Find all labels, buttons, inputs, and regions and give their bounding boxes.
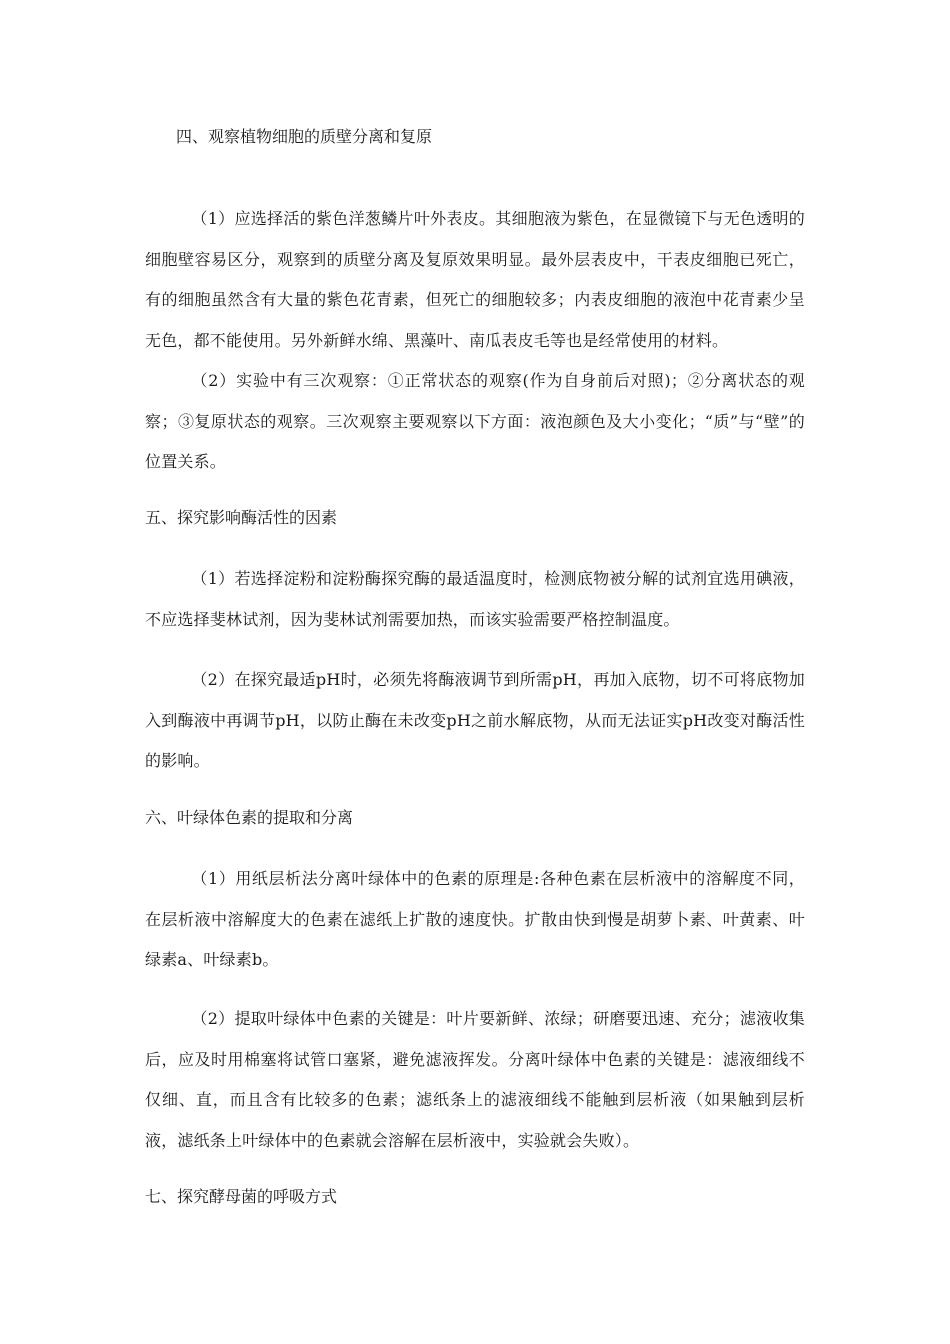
- section-heading-4: 四、观察植物细胞的质壁分离和复原: [176, 127, 433, 146]
- section-heading-5: 五、探究影响酶活性的因素: [145, 508, 338, 527]
- section-heading-6: 六、叶绿体色素的提取和分离: [145, 808, 354, 827]
- section-6-paragraph-2: （2）提取叶绿体中色素的关键是：叶片要新鲜、浓绿；研磨要迅速、充分；滤液收集后，应及时用棉塞将试管口塞紧，避免滤液挥发。分离叶绿体中色素的关键是：滤液细线不仅细、直，而且含有比较多的色素；滤纸条上的滤液细线不能触到层析液（如果触到层析液，滤纸条上叶绿体中的色素就会溶解在层析液中，实验就会失败）。: [145, 1009, 805, 1150]
- section-4-paragraph-1: （1）应选择活的紫色洋葱鳞片叶外表皮。其细胞液为紫色，在显微镜下与无色透明的细胞壁容易区分，观察到的质壁分离及复原效果明显。最外层表皮中，干表皮细胞已死亡，有的细胞虽然含有大量的紫色花青素，但死亡的细胞较多；内表皮细胞的液泡中花青素少呈无色，都不能使用。另外新鲜水绵、黑藻叶、南瓜表皮毛等也是经常使用的材料。: [145, 209, 805, 350]
- section-5-paragraph-2: （2）在探究最适pH时，必须先将酶液调节到所需pH，再加入底物，切不可将底物加入到酶液中再调节pH，以防止酶在未改变pH之前水解底物，从而无法证实pH改变对酶活性的影响。: [145, 670, 805, 770]
- section-4-paragraph-2: （2）实验中有三次观察：①正常状态的观察(作为自身前后对照)；②分离状态的观察；③复原状态的观察。三次观察主要观察以下方面：液泡颜色及大小变化；“质”与“壁”的位置关系。: [145, 371, 805, 471]
- section-6-paragraph-1: （1）用纸层析法分离叶绿体中的色素的原理是:各种色素在层析液中的溶解度不同，在层析液中溶解度大的色素在滤纸上扩散的速度快。扩散由快到慢是胡萝卜素、叶黄素、叶绿素a、叶绿素b。: [145, 869, 805, 969]
- section-5-paragraph-1: （1）若选择淀粉和淀粉酶探究酶的最适温度时，检测底物被分解的试剂宜选用碘液，不应选择斐林试剂，因为斐林试剂需要加热，而该实验需要严格控制温度。: [145, 569, 805, 629]
- section-heading-7: 七、探究酵母菌的呼吸方式: [145, 1187, 338, 1206]
